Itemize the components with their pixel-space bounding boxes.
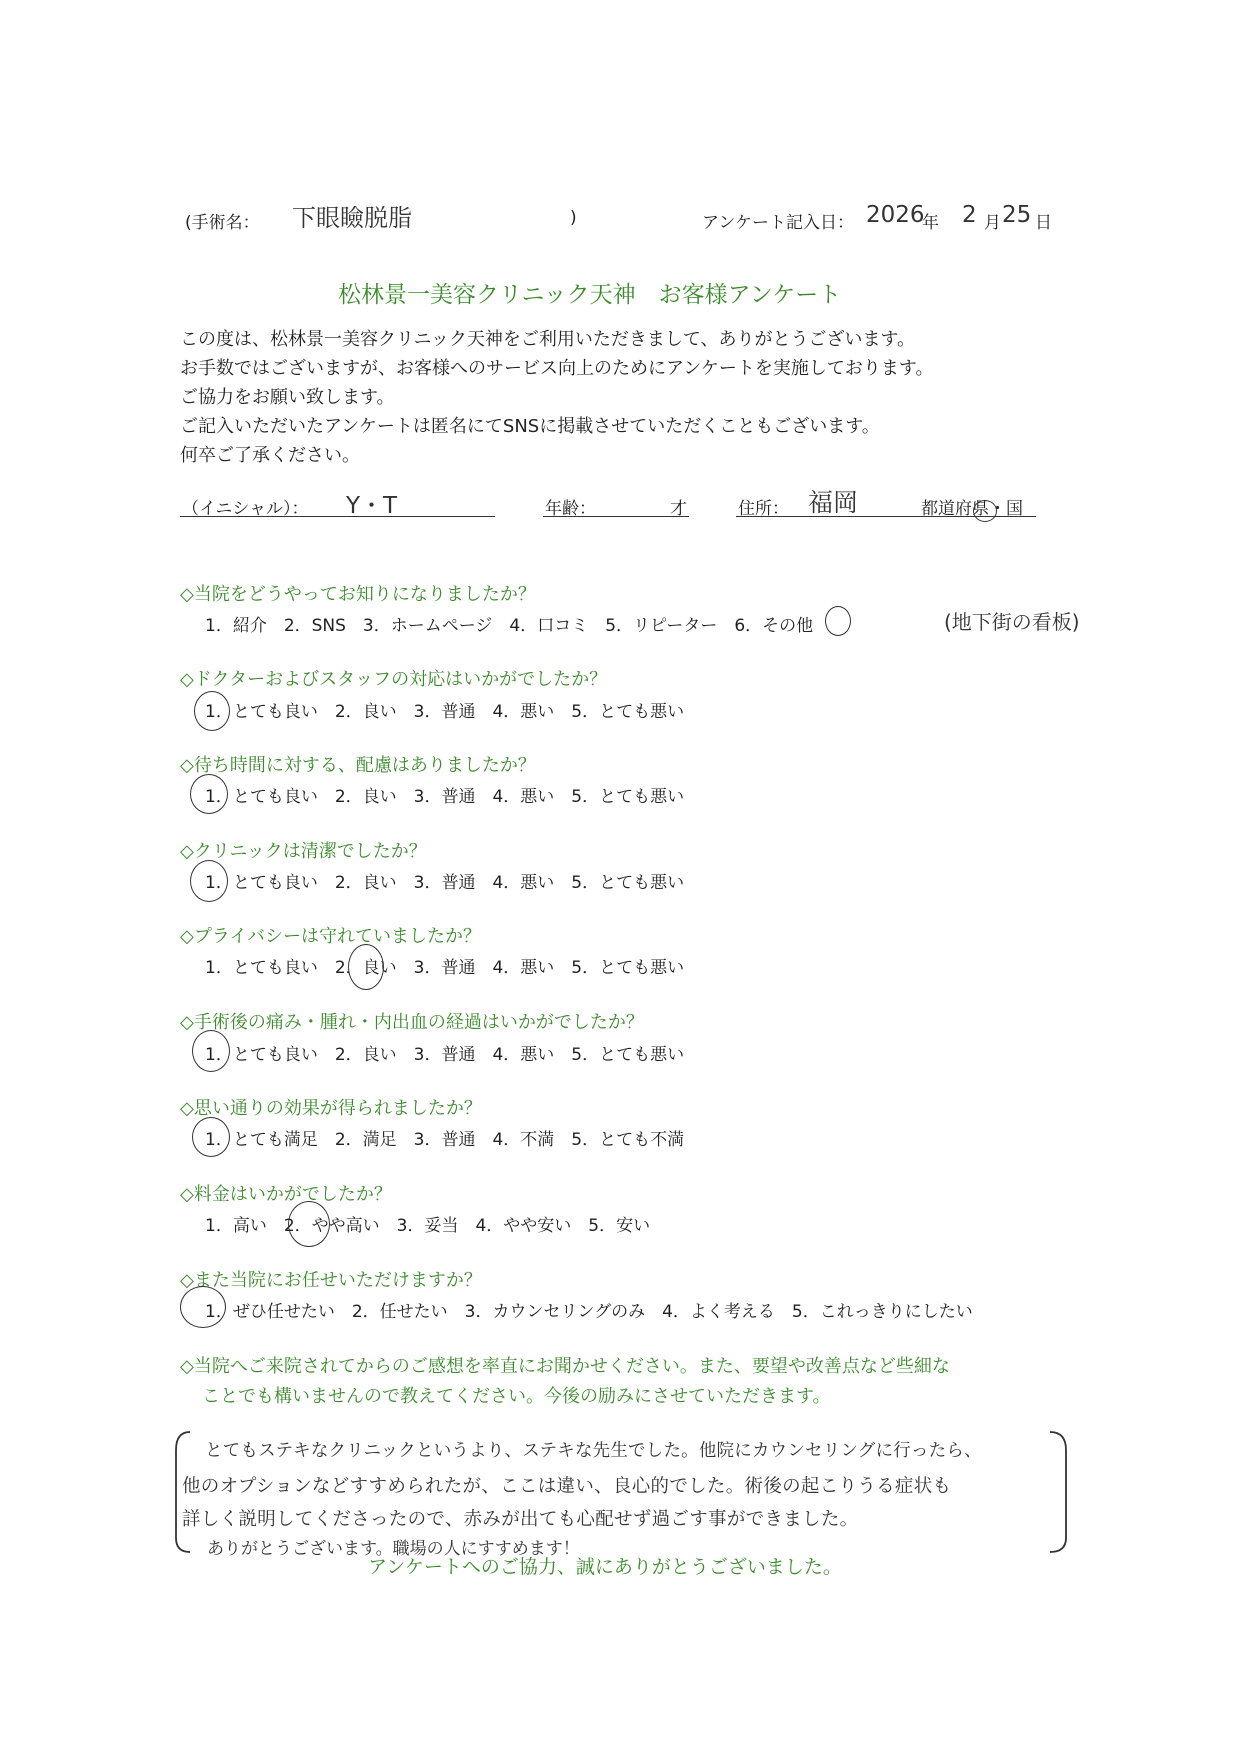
question-3: ◇待ち時間に対する、配慮はありましたか？ [180,755,536,776]
answer-options-3: 1．とても良い 2．良い 3．普通 4．悪い 5．とても悪い [205,787,685,807]
answer-options-7: 1．とても満足 2．満足 3．普通 4．不満 5．とても不満 [205,1130,685,1150]
answer-options-6: 1．とても良い 2．良い 3．普通 4．悪い 5．とても悪い [205,1045,685,1065]
answer-options-1: 1．紹介 2．SNS 3．ホームページ 4．口コミ 5．リピーター 6．その他 [205,616,814,636]
initial-value: Y・T [346,493,398,519]
feedback-line-4: ありがとうございます。職場の人にすすめます！ [207,1539,580,1559]
feedback-question-line-2: ことでも構いませんので教えてください。今後の励みにさせていただきます。 [202,1386,831,1407]
question-4: ◇クリニックは清潔でしたか？ [180,841,427,862]
feedback-line-1: とてもステキなクリニックというより、ステキな先生でした。他院にカウンセリングに行ったら、 [205,1441,982,1461]
surgery-value: 下眼瞼脱脂 [292,204,412,232]
date-year: 2026 [866,202,925,228]
initial-label: （イニシャル）： [182,499,309,519]
question-9: ◇また当院にお任せいただけますか？ [180,1270,482,1291]
intro-line-4: ご記入いただいたアンケートは匿名にてSNSに掲載させていただくこともございます。 [180,416,880,437]
feedback-line-2: 他のオプションなどすすめられたが、ここは違い、良心的でした。術後の起こりうる症状も [182,1476,952,1497]
feedback-line-3: 詳しく説明してくださったので、赤みが出ても心配せず過ごす事ができました。 [182,1509,859,1530]
intro-line-2: お手数ではございますが、お客様へのサービス向上のためにアンケートを実施しております。 [180,358,934,379]
question-6: ◇手術後の痛み・腫れ・内出血の経過はいかがでしたか？ [180,1012,644,1033]
address-value: 福岡 [808,488,859,517]
answer-options-9: 1．ぜひ任せたい 2．任せたい 3．カウンセリングのみ 4．よく考える 5．これっきりにしたい [205,1302,973,1322]
answer-options-8: 1．高い 2．やや高い 3．妥当 4．やや安い 5．安い [205,1216,651,1236]
question-1: ◇当院をどうやってお知りになりましたか？ [180,584,536,605]
address-label: 住所： [738,499,789,519]
intro-line-5: 何卒ご了承ください。 [180,445,360,466]
question-7: ◇思い通りの効果が得られましたか？ [180,1098,482,1119]
answer-1-other-text: (地下街の看板) [944,610,1080,634]
date-label: アンケート記入日： [702,213,854,233]
answer-options-4: 1．とても良い 2．良い 3．普通 4．悪い 5．とても悪い [205,873,685,893]
address-suffix: 都道府県・国 [921,499,1023,519]
question-8: ◇料金はいかがでしたか？ [180,1184,392,1205]
date-day: 25 [1002,202,1032,228]
answer-options-5: 1．とても良い 2．良い 3．普通 4．悪い 5．とても悪い [205,958,685,978]
answer-options-2: 1．とても良い 2．良い 3．普通 4．悪い 5．とても悪い [205,702,685,722]
page-title: 松林景一美容クリニック天神 お客様アンケート [338,282,842,308]
age-unit: 才 [670,499,687,519]
intro-line-3: ご協力をお願い致します。 [180,387,395,408]
surgery-label: (手術名： [185,213,260,233]
question-5: ◇プライバシーは守れていましたか？ [180,926,481,947]
date-day-unit: 日 [1035,213,1052,233]
date-year-unit: 年 [922,213,939,233]
intro-line-1: この度は、松林景一美容クリニック天神をご利用いただきまして、ありがとうございます。 [180,329,916,350]
age-label: 年齢： [545,499,596,519]
date-month: 2 [962,202,977,228]
closing-message: アンケートへのご協力、誠にありがとうございました。 [368,1556,842,1578]
feedback-question-line-1: ◇当院へご来院されてからのご感想を率直にお聞かせください。また、要望や改善点など些細な [180,1356,950,1377]
date-month-unit: 月 [984,213,1001,233]
question-2: ◇ドクターおよびスタッフの対応はいかがでしたか？ [180,669,608,690]
surgery-close: ) [570,208,577,228]
